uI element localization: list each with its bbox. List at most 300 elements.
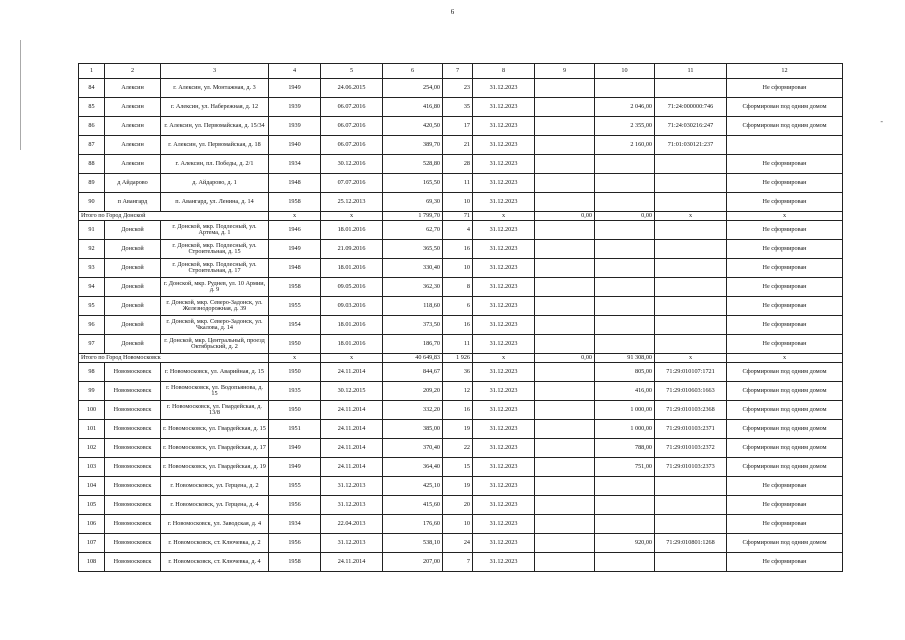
table-cell: Новомосковск [105, 534, 161, 553]
table-cell [535, 117, 595, 136]
table-cell: 103 [79, 458, 105, 477]
table-cell: Новомосковск [105, 420, 161, 439]
table-cell [535, 240, 595, 259]
table-cell: 06.07.2016 [321, 98, 383, 117]
table-cell: 10 [443, 193, 473, 212]
table-cell: 7 [443, 553, 473, 572]
subtotal-label: Итого по Город Новомосковск [79, 354, 269, 363]
table-cell: Сформирован под одним домом [727, 117, 843, 136]
table-row [79, 458, 843, 477]
column-number: 5 [321, 64, 383, 79]
table-cell: 21 [443, 136, 473, 155]
table-cell: 10 [443, 515, 473, 534]
table-cell: 31.12.2023 [473, 458, 535, 477]
table-cell: 104 [79, 477, 105, 496]
table-cell [595, 278, 655, 297]
table-cell: 416,00 [595, 382, 655, 401]
table-cell: 21.09.2016 [321, 240, 383, 259]
table-cell [595, 477, 655, 496]
table-cell [535, 335, 595, 354]
table-cell: г. Новомосковск, ул. Гвардейская, д. 13/8 [161, 401, 269, 420]
table-cell: г. Новомосковск, ул. Гвардейская, д. 17 [161, 439, 269, 458]
table-cell [535, 515, 595, 534]
column-number: 12 [727, 64, 843, 79]
table-cell: 31.12.2023 [473, 193, 535, 212]
table-row [79, 335, 843, 354]
table-cell: Не сформирован [727, 240, 843, 259]
table-cell [535, 477, 595, 496]
table-cell [655, 174, 727, 193]
table-cell: 1949 [269, 439, 321, 458]
table-cell: 31.12.2023 [473, 117, 535, 136]
housing-registry-table [78, 63, 843, 572]
table-cell: 11 [443, 335, 473, 354]
table-cell: г. Донской, мкр. Северо-Задонск, ул. Железнодорожная, д. 39 [161, 297, 269, 316]
table-cell: 1949 [269, 240, 321, 259]
table-cell: 528,80 [383, 155, 443, 174]
table-cell: Сформирован под одним домом [727, 382, 843, 401]
table-cell: Новомосковск [105, 363, 161, 382]
table-cell [535, 79, 595, 98]
table-cell: 31.12.2023 [473, 335, 535, 354]
table-cell: г. Алексин, ул. Первомайская, д. 18 [161, 136, 269, 155]
table-cell: Не сформирован [727, 259, 843, 278]
table-row [79, 193, 843, 212]
table-cell: п Авангард [105, 193, 161, 212]
table-cell: Алексин [105, 98, 161, 117]
table-cell: 86 [79, 117, 105, 136]
table-cell [535, 401, 595, 420]
table-cell: 1958 [269, 553, 321, 572]
table-cell: 69,30 [383, 193, 443, 212]
table-cell: 1958 [269, 278, 321, 297]
subtotal-cell: 0,00 [535, 354, 595, 363]
table-cell [655, 79, 727, 98]
table-cell: 176,60 [383, 515, 443, 534]
page-number: 6 [450, 8, 455, 16]
table-cell: 105 [79, 496, 105, 515]
table-cell: Донской [105, 297, 161, 316]
table-cell: 416,80 [383, 98, 443, 117]
subtotal-cell: 1 926 [443, 354, 473, 363]
table-cell: 24.11.2014 [321, 420, 383, 439]
table-cell: Новомосковск [105, 458, 161, 477]
table-cell: 788,00 [595, 439, 655, 458]
table-cell [535, 155, 595, 174]
table-cell: 16 [443, 401, 473, 420]
table-cell: Не сформирован [727, 316, 843, 335]
table-cell [535, 553, 595, 572]
table-cell [595, 515, 655, 534]
subtotal-cell: 40 649,83 [383, 354, 443, 363]
table-cell [655, 515, 727, 534]
table-cell: 89 [79, 174, 105, 193]
table-cell [535, 259, 595, 278]
subtotal-cell: х [321, 354, 383, 363]
table-cell: Новомосковск [105, 553, 161, 572]
table-cell: 31.12.2023 [473, 363, 535, 382]
table-cell: Не сформирован [727, 335, 843, 354]
table-cell: 28 [443, 155, 473, 174]
table-cell: 16 [443, 316, 473, 335]
table-cell [535, 439, 595, 458]
table-cell: 1 000,00 [595, 401, 655, 420]
table-cell: г. Новомосковск, ул. Гвардейская, д. 19 [161, 458, 269, 477]
subtotal-cell: х [727, 212, 843, 221]
column-number: 9 [535, 64, 595, 79]
table-cell: 31.12.2023 [473, 496, 535, 515]
table-cell: 06.07.2016 [321, 136, 383, 155]
table-cell [655, 240, 727, 259]
table-cell: г. Алексин, ул. Монтажная, д. 3 [161, 79, 269, 98]
table-cell: 31.12.2023 [473, 534, 535, 553]
table-cell: 1946 [269, 221, 321, 240]
subtotal-cell: 0,00 [535, 212, 595, 221]
table-cell: 31.12.2023 [473, 259, 535, 278]
table-cell: 1956 [269, 496, 321, 515]
subtotal-cell: х [655, 212, 727, 221]
table-cell [655, 155, 727, 174]
table-cell: 95 [79, 297, 105, 316]
table-cell: 31.12.2023 [473, 297, 535, 316]
table-cell: 1949 [269, 458, 321, 477]
table-cell [535, 297, 595, 316]
table-cell: 24.11.2014 [321, 363, 383, 382]
table-cell: г. Новомосковск, ст. Ключевка, д. 4 [161, 553, 269, 572]
table-cell [595, 240, 655, 259]
table-cell: 844,67 [383, 363, 443, 382]
table-cell: 31.12.2023 [473, 515, 535, 534]
table-cell: 35 [443, 98, 473, 117]
table-cell: 332,20 [383, 401, 443, 420]
table-cell: 2 046,00 [595, 98, 655, 117]
table-cell: Сформирован под одним домом [727, 420, 843, 439]
table-cell: 207,00 [383, 553, 443, 572]
table-cell: 31.12.2023 [473, 79, 535, 98]
table-cell [535, 278, 595, 297]
table-cell: 31.12.2023 [473, 136, 535, 155]
table-cell: Сформирован под одним домом [727, 439, 843, 458]
side-mark: - [880, 117, 883, 126]
table-cell: 98 [79, 363, 105, 382]
column-number: 2 [105, 64, 161, 79]
table-cell [535, 420, 595, 439]
table-cell: 31.12.2023 [473, 240, 535, 259]
table-cell: 99 [79, 382, 105, 401]
subtotal-cell: х [269, 212, 321, 221]
table-cell: 31.12.2023 [473, 553, 535, 572]
table-row [79, 553, 843, 572]
table-cell [595, 193, 655, 212]
table-cell: г. Новомосковск, ул. Аварийная, д. 15 [161, 363, 269, 382]
table-cell: 25.12.2013 [321, 193, 383, 212]
table-cell: г. Новомосковск, ул. Герцена, д. 2 [161, 477, 269, 496]
table-cell [535, 136, 595, 155]
table-cell: 538,10 [383, 534, 443, 553]
table-cell: 91 [79, 221, 105, 240]
table-cell: Новомосковск [105, 515, 161, 534]
table-cell: 254,00 [383, 79, 443, 98]
column-number-row [79, 64, 843, 79]
table-cell: Не сформирован [727, 221, 843, 240]
table-cell [595, 155, 655, 174]
table-cell [535, 316, 595, 335]
table-cell: 19 [443, 477, 473, 496]
table-cell: 365,50 [383, 240, 443, 259]
table-cell: 389,70 [383, 136, 443, 155]
table-cell: 1949 [269, 79, 321, 98]
table-cell: 106 [79, 515, 105, 534]
subtotal-cell: х [473, 354, 535, 363]
table-cell: Алексин [105, 136, 161, 155]
table-cell: 93 [79, 259, 105, 278]
table-cell: Алексин [105, 117, 161, 136]
table-cell: Донской [105, 240, 161, 259]
table-cell [655, 221, 727, 240]
table-cell: г. Алексин, ул. Первомайская, д. 15/34 [161, 117, 269, 136]
table-cell: 31.12.2013 [321, 477, 383, 496]
table-cell: Не сформирован [727, 515, 843, 534]
table-cell: 24.11.2014 [321, 553, 383, 572]
table-cell: 24 [443, 534, 473, 553]
table-cell: 71:29:010103:2373 [655, 458, 727, 477]
table-cell: 09.05.2016 [321, 278, 383, 297]
table-cell: 1955 [269, 297, 321, 316]
table-cell: 18.01.2016 [321, 316, 383, 335]
table-cell: 31.12.2023 [473, 221, 535, 240]
table-cell: 1939 [269, 98, 321, 117]
table-cell: г. Донской, мкр. Подлесный, ул. Строительная, д. 15 [161, 240, 269, 259]
table-cell: Не сформирован [727, 477, 843, 496]
table-cell: 18.01.2016 [321, 259, 383, 278]
table-cell: Донской [105, 221, 161, 240]
table-cell: Сформирован под одним домом [727, 458, 843, 477]
table-cell: 425,10 [383, 477, 443, 496]
table-cell: 36 [443, 363, 473, 382]
table-cell [535, 193, 595, 212]
table-cell: Донской [105, 278, 161, 297]
table-cell: 1955 [269, 477, 321, 496]
table-cell: 209,20 [383, 382, 443, 401]
table-cell [595, 174, 655, 193]
table-cell: 102 [79, 439, 105, 458]
table-cell: 88 [79, 155, 105, 174]
table-cell: 87 [79, 136, 105, 155]
table-cell: г. Новомосковск, ул. Гвардейская, д. 15 [161, 420, 269, 439]
table-cell: 1934 [269, 515, 321, 534]
table-cell: Сформирован под одним домом [727, 363, 843, 382]
table-cell: 30.12.2015 [321, 382, 383, 401]
table-cell: г. Новомосковск, ул. Водопьянова, д. 15 [161, 382, 269, 401]
table-cell: 4 [443, 221, 473, 240]
table-cell: 31.12.2023 [473, 439, 535, 458]
subtotal-cell: 91 308,00 [595, 354, 655, 363]
table-row [79, 98, 843, 117]
table-cell: г. Донской, мкр. Руднев, ул. 10 Армии, д. 9 [161, 278, 269, 297]
table-cell: Не сформирован [727, 155, 843, 174]
table-cell: 18.01.2016 [321, 335, 383, 354]
table-row [79, 401, 843, 420]
table-cell: 1958 [269, 193, 321, 212]
table-cell: Не сформирован [727, 553, 843, 572]
column-number: 8 [473, 64, 535, 79]
table-cell: 1 000,00 [595, 420, 655, 439]
table-cell: 71:29:010103:2371 [655, 420, 727, 439]
table-cell: г. Новомосковск, ул. Заводская, д. 4 [161, 515, 269, 534]
table-cell [595, 221, 655, 240]
table-row [79, 297, 843, 316]
table-cell: 364,40 [383, 458, 443, 477]
table-cell: 920,00 [595, 534, 655, 553]
table-cell: 107 [79, 534, 105, 553]
table-row [79, 382, 843, 401]
table-cell: 31.12.2023 [473, 98, 535, 117]
table-cell: Донской [105, 335, 161, 354]
subtotal-cell: х [727, 354, 843, 363]
table-cell: 751,00 [595, 458, 655, 477]
table-cell: г. Донской, мкр. Центральный, проезд Октябрьский, д. 2 [161, 335, 269, 354]
column-number: 11 [655, 64, 727, 79]
column-number: 7 [443, 64, 473, 79]
table-cell: 15 [443, 458, 473, 477]
table-cell: 22.04.2013 [321, 515, 383, 534]
table-cell: 90 [79, 193, 105, 212]
table-cell: 71:01:030121:237 [655, 136, 727, 155]
table-cell: 06.07.2016 [321, 117, 383, 136]
table-cell: 1956 [269, 534, 321, 553]
table-row [79, 515, 843, 534]
table-cell: 71:29:010801:1268 [655, 534, 727, 553]
table-cell: 24.11.2014 [321, 439, 383, 458]
table-cell [655, 477, 727, 496]
table-row [79, 278, 843, 297]
table-cell: 31.12.2013 [321, 534, 383, 553]
table-cell: 100 [79, 401, 105, 420]
table-cell: г. Донской, мкр. Подлесный, ул. Артема, д. 1 [161, 221, 269, 240]
table-cell: 92 [79, 240, 105, 259]
subtotal-cell: х [473, 212, 535, 221]
table-cell: Сформирован под одним домом [727, 401, 843, 420]
table-row [79, 420, 843, 439]
table-row [79, 439, 843, 458]
table-cell: 1934 [269, 155, 321, 174]
table-cell [655, 297, 727, 316]
subtotal-cell: х [655, 354, 727, 363]
table-row [79, 363, 843, 382]
table-cell [655, 316, 727, 335]
table-cell: 385,00 [383, 420, 443, 439]
table-cell: п. Авангард, ул. Ленина, д. 14 [161, 193, 269, 212]
subtotal-cell: х [321, 212, 383, 221]
table-cell: 84 [79, 79, 105, 98]
table-cell: 97 [79, 335, 105, 354]
table-cell [655, 193, 727, 212]
table-cell [595, 79, 655, 98]
table-cell: 71:29:010103:2368 [655, 401, 727, 420]
table-cell: 23 [443, 79, 473, 98]
table-cell: 71:24:000000:746 [655, 98, 727, 117]
table-row [79, 477, 843, 496]
table-row [79, 534, 843, 553]
table-cell [535, 174, 595, 193]
table-cell: Новомосковск [105, 477, 161, 496]
table-row [79, 174, 843, 193]
table-cell: 96 [79, 316, 105, 335]
table-cell: 85 [79, 98, 105, 117]
table-cell: 11 [443, 174, 473, 193]
table-cell: 31.12.2013 [321, 496, 383, 515]
table-row [79, 240, 843, 259]
table-cell: 31.12.2023 [473, 174, 535, 193]
table-cell [535, 534, 595, 553]
table-cell: 1940 [269, 136, 321, 155]
table-cell: 420,50 [383, 117, 443, 136]
table-cell: 1951 [269, 420, 321, 439]
binding-margin-line [20, 40, 21, 150]
table-row [79, 155, 843, 174]
table-cell: 09.03.2016 [321, 297, 383, 316]
table-cell: Не сформирован [727, 496, 843, 515]
table-cell [655, 278, 727, 297]
table-row [79, 259, 843, 278]
table-cell [535, 221, 595, 240]
table-row [79, 496, 843, 515]
table-cell: Алексин [105, 79, 161, 98]
table-cell: г. Алексин, ул. Набережная, д. 12 [161, 98, 269, 117]
table-cell [655, 553, 727, 572]
table-cell: 24.06.2015 [321, 79, 383, 98]
table-cell: 10 [443, 259, 473, 278]
table-cell: Не сформирован [727, 297, 843, 316]
table-cell: Новомосковск [105, 401, 161, 420]
table-cell: Не сформирован [727, 193, 843, 212]
table-cell: 165,50 [383, 174, 443, 193]
table-cell: г. Новомосковск, ст. Ключевка, д. 2 [161, 534, 269, 553]
table-cell: 20 [443, 496, 473, 515]
table-cell [595, 553, 655, 572]
table-cell: 71:29:010603:1663 [655, 382, 727, 401]
table-cell [655, 335, 727, 354]
table-cell: д. Айдарово, д. 1 [161, 174, 269, 193]
table-cell [595, 316, 655, 335]
table-cell: 330,40 [383, 259, 443, 278]
table-cell [595, 297, 655, 316]
table-cell: 370,40 [383, 439, 443, 458]
table-cell: 1950 [269, 401, 321, 420]
table-cell [535, 98, 595, 117]
table-cell: 1950 [269, 335, 321, 354]
table-cell: 805,00 [595, 363, 655, 382]
table-cell: 31.12.2023 [473, 316, 535, 335]
table-cell [595, 259, 655, 278]
table-cell: Донской [105, 259, 161, 278]
table-cell [595, 496, 655, 515]
table-cell: 16 [443, 240, 473, 259]
table-cell: 19 [443, 420, 473, 439]
table-cell: 108 [79, 553, 105, 572]
table-cell: 18.01.2016 [321, 221, 383, 240]
table-cell: 22 [443, 439, 473, 458]
table-cell: 07.07.2016 [321, 174, 383, 193]
table-cell: 24.11.2014 [321, 401, 383, 420]
table-cell: 186,70 [383, 335, 443, 354]
table-row [79, 79, 843, 98]
table-cell: 101 [79, 420, 105, 439]
table-cell: 17 [443, 117, 473, 136]
table-cell: 12 [443, 382, 473, 401]
table-row [79, 316, 843, 335]
table-cell: 8 [443, 278, 473, 297]
